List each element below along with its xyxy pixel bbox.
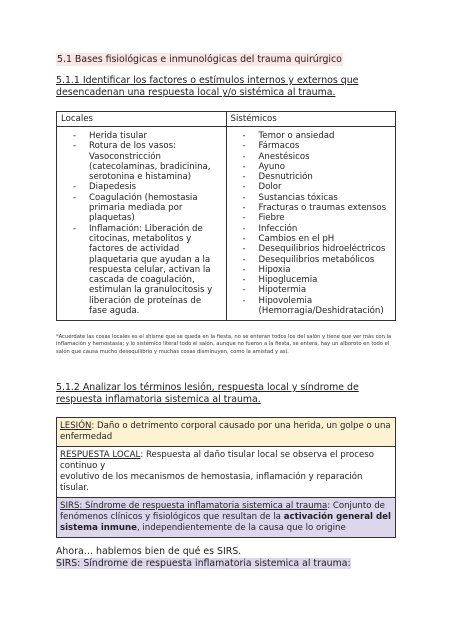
footnote: *Acuérdate las cosas locales es el shisme que se queda en la fiesta, no se enteran todos los del salón y tiene que ver más con la inflamación y hemostasia; y lo sistémico literal todo el salón, aunque no fueron a la fiesta, se entera, hay un alboroto en todo el salón que causa mucho desequilibrio y muchas cosas disminuyen, como la amistad y así. <box>56 334 392 355</box>
term-sirs: SIRS: Síndrome de respuesta inflamatoria sistemica al trauma <box>60 501 328 511</box>
sistemicos-cell <box>226 127 396 321</box>
locales-item: - Herida tisular <box>61 131 222 141</box>
locales-item: - Diapedesis <box>61 182 222 192</box>
locales-item: - Inflamación: Liberación de citocinas, metabolitos y factores de actividad plaquetaria que ayudan a la respuesta celular, activan la cascada de coagulación, estimulan la granulocitosis y liberación de proteínas de fase aguda. <box>61 224 222 317</box>
sistemicos-item: - Hipotermia <box>231 285 392 295</box>
sistemicos-item: - Desnutrición <box>231 172 392 182</box>
sistemicos-item: - Temor o ansiedad <box>231 131 392 141</box>
definition-lesion <box>57 418 396 447</box>
definition-respuesta-local <box>57 447 396 498</box>
sistemicos-item: - Fracturas o traumas extensos <box>231 203 392 213</box>
locales-item: - Rotura de los vasos: Vasoconstricción (catecolaminas, bradicinina, serotonina e histamina) <box>61 141 222 182</box>
table-header-sistemicos: Sistémicos <box>226 112 396 127</box>
subheading-terms: 5.1.2 Analizar los términos lesión, respuesta local y síndrome de respuesta inflamatoria sistemica al trauma. <box>56 382 359 406</box>
subheading-factors: 5.1.1 Identificar los factores o estímulos internos y externos que desencadenan una respuesta local y/o sistémica al trauma. <box>56 75 359 99</box>
sistemicos-item: - Dolor <box>231 182 392 192</box>
definition-local-text1: : Respuesta al daño tisular local se observa el proceso continuo y <box>60 450 375 471</box>
table-header-locales: Locales <box>57 112 227 127</box>
locales-cell <box>57 127 227 321</box>
sistemicos-item: - Fiebre <box>231 213 392 223</box>
definition-sirs-text1: : Conjunto de fenómenos clínicos y fisiológicos que resultan de la <box>60 501 385 522</box>
definition-lesion-text: : Daño o detrimento corporal causado por una herida, un golpe o una enfermedad <box>60 421 391 442</box>
sistemicos-item: - Hipoglucemia <box>231 275 392 285</box>
sistemicos-item: - Hipoxia <box>231 265 392 275</box>
sistemicos-item: - Desequilibrios hidroeléctricos <box>231 244 392 254</box>
sistemicos-item: - Anestésicos <box>231 152 392 162</box>
definition-sirs-text2: , independientemente de la causa que lo origine <box>136 523 346 533</box>
sistemicos-item: - Desequilibrios metabólicos <box>231 255 392 265</box>
sistemicos-item: - Fármacos <box>231 141 392 151</box>
sistemicos-item: - Ayuno <box>231 162 392 172</box>
definition-sirs <box>57 498 396 538</box>
sistemicos-list <box>231 131 392 316</box>
locales-item: - Coagulación (hemostasia primaria mediada por plaquetas) <box>61 193 222 224</box>
paragraph-intro: Ahora… hablemos bien de qué es SIRS. <box>56 546 242 557</box>
definitions-table <box>56 417 396 538</box>
sistemicos-item: - Infección <box>231 224 392 234</box>
term-respuesta-local: RESPUESTA LOCAL <box>60 450 141 460</box>
section-heading: 5.1 Bases fisiológicas e inmunológicas del trauma quirúrgico <box>57 54 342 65</box>
sistemicos-item: - Cambios en el pH <box>231 234 392 244</box>
factors-table <box>56 111 396 321</box>
locales-list <box>61 131 222 316</box>
paragraph-sirs: SIRS: Síndrome de respuesta inflamatoria sistemica al trauma: <box>56 558 351 569</box>
term-lesion: LESIÓN <box>60 421 92 431</box>
definition-sirs-bold: activación general del sistema inmune <box>60 512 391 533</box>
definition-local-text2: evolutivo de los mecanismos de hemostasia, inflamación y reparación tisular. <box>60 472 363 493</box>
sistemicos-item: - Sustancias tóxicas <box>231 193 392 203</box>
sistemicos-item: - Hipovolemia (Hemorragia/Deshidratación) <box>231 296 392 317</box>
